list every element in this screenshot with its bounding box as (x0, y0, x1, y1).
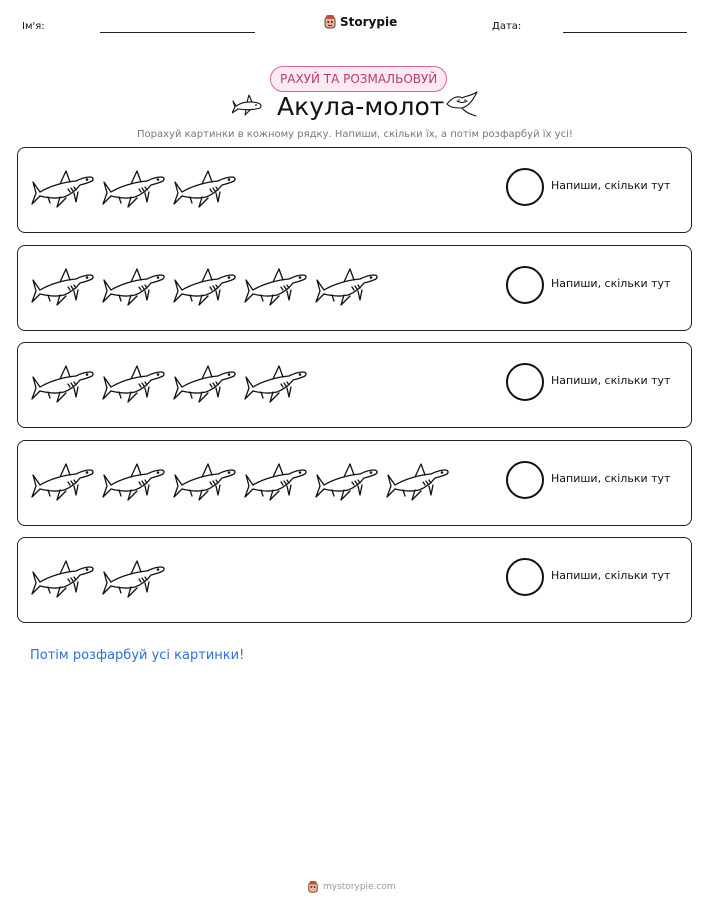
hammerhead-shark-icon[interactable] (172, 264, 237, 310)
hammerhead-shark-icon[interactable] (172, 459, 237, 505)
answer-prompt: Напиши, скільки тут (551, 374, 671, 387)
answer-circle[interactable] (506, 168, 544, 206)
site-footer (307, 880, 396, 894)
site-url: mystorypie.com (323, 882, 396, 892)
hammerhead-shark-icon[interactable] (30, 459, 95, 505)
count-row (17, 537, 692, 623)
storypie-logo-icon (307, 880, 319, 894)
hammerhead-shark-icon[interactable] (243, 459, 308, 505)
answer-prompt: Напиши, скільки тут (551, 179, 671, 192)
hammerhead-shark-icon[interactable] (101, 556, 166, 602)
answer-circle[interactable] (506, 266, 544, 304)
date-line[interactable] (563, 32, 687, 33)
hammerhead-shark-icon[interactable] (30, 166, 95, 212)
hammerhead-shark-icon[interactable] (172, 361, 237, 407)
count-row (17, 440, 692, 526)
answer-circle[interactable] (506, 363, 544, 401)
hammerhead-shark-icon[interactable] (314, 264, 379, 310)
stingray-icon (445, 90, 479, 118)
count-row (17, 342, 692, 428)
pictures-group (30, 166, 237, 212)
brand-logo (323, 14, 397, 30)
answer-circle[interactable] (506, 461, 544, 499)
hammerhead-shark-icon[interactable] (243, 264, 308, 310)
name-label: Ім'я: (22, 21, 45, 32)
hammerhead-shark-icon[interactable] (385, 459, 450, 505)
hammerhead-shark-icon[interactable] (101, 166, 166, 212)
count-row (17, 245, 692, 331)
pictures-group (30, 459, 450, 505)
hammerhead-shark-icon[interactable] (101, 361, 166, 407)
coloring-note: Потім розфарбуй усі картинки! (30, 648, 245, 663)
brand-name: Storypie (340, 15, 398, 29)
count-row (17, 147, 692, 233)
answer-circle[interactable] (506, 558, 544, 596)
hammerhead-shark-icon[interactable] (101, 264, 166, 310)
hammerhead-shark-icon[interactable] (243, 361, 308, 407)
hammerhead-shark-icon[interactable] (30, 264, 95, 310)
hammerhead-shark-icon[interactable] (30, 556, 95, 602)
name-line[interactable] (100, 32, 255, 33)
hammerhead-shark-icon[interactable] (172, 166, 237, 212)
shark-icon (232, 92, 265, 118)
storypie-logo-icon (323, 14, 337, 30)
answer-prompt: Напиши, скільки тут (551, 472, 671, 485)
activity-badge: РАХУЙ ТА РОЗМАЛЬОВУЙ (270, 66, 447, 92)
page-title: Акула-молот (277, 92, 445, 121)
date-label: Дата: (492, 21, 522, 32)
hammerhead-shark-icon[interactable] (314, 459, 379, 505)
hammerhead-shark-icon[interactable] (30, 361, 95, 407)
hammerhead-shark-icon[interactable] (101, 459, 166, 505)
pictures-group (30, 264, 379, 310)
answer-prompt: Напиши, скільки тут (551, 569, 671, 582)
pictures-group (30, 556, 166, 602)
pictures-group (30, 361, 308, 407)
instructions: Порахуй картинки в кожному рядку. Напиши, скільки їх, а потім розфарбуй їх усі! (137, 129, 573, 140)
answer-prompt: Напиши, скільки тут (551, 277, 671, 290)
